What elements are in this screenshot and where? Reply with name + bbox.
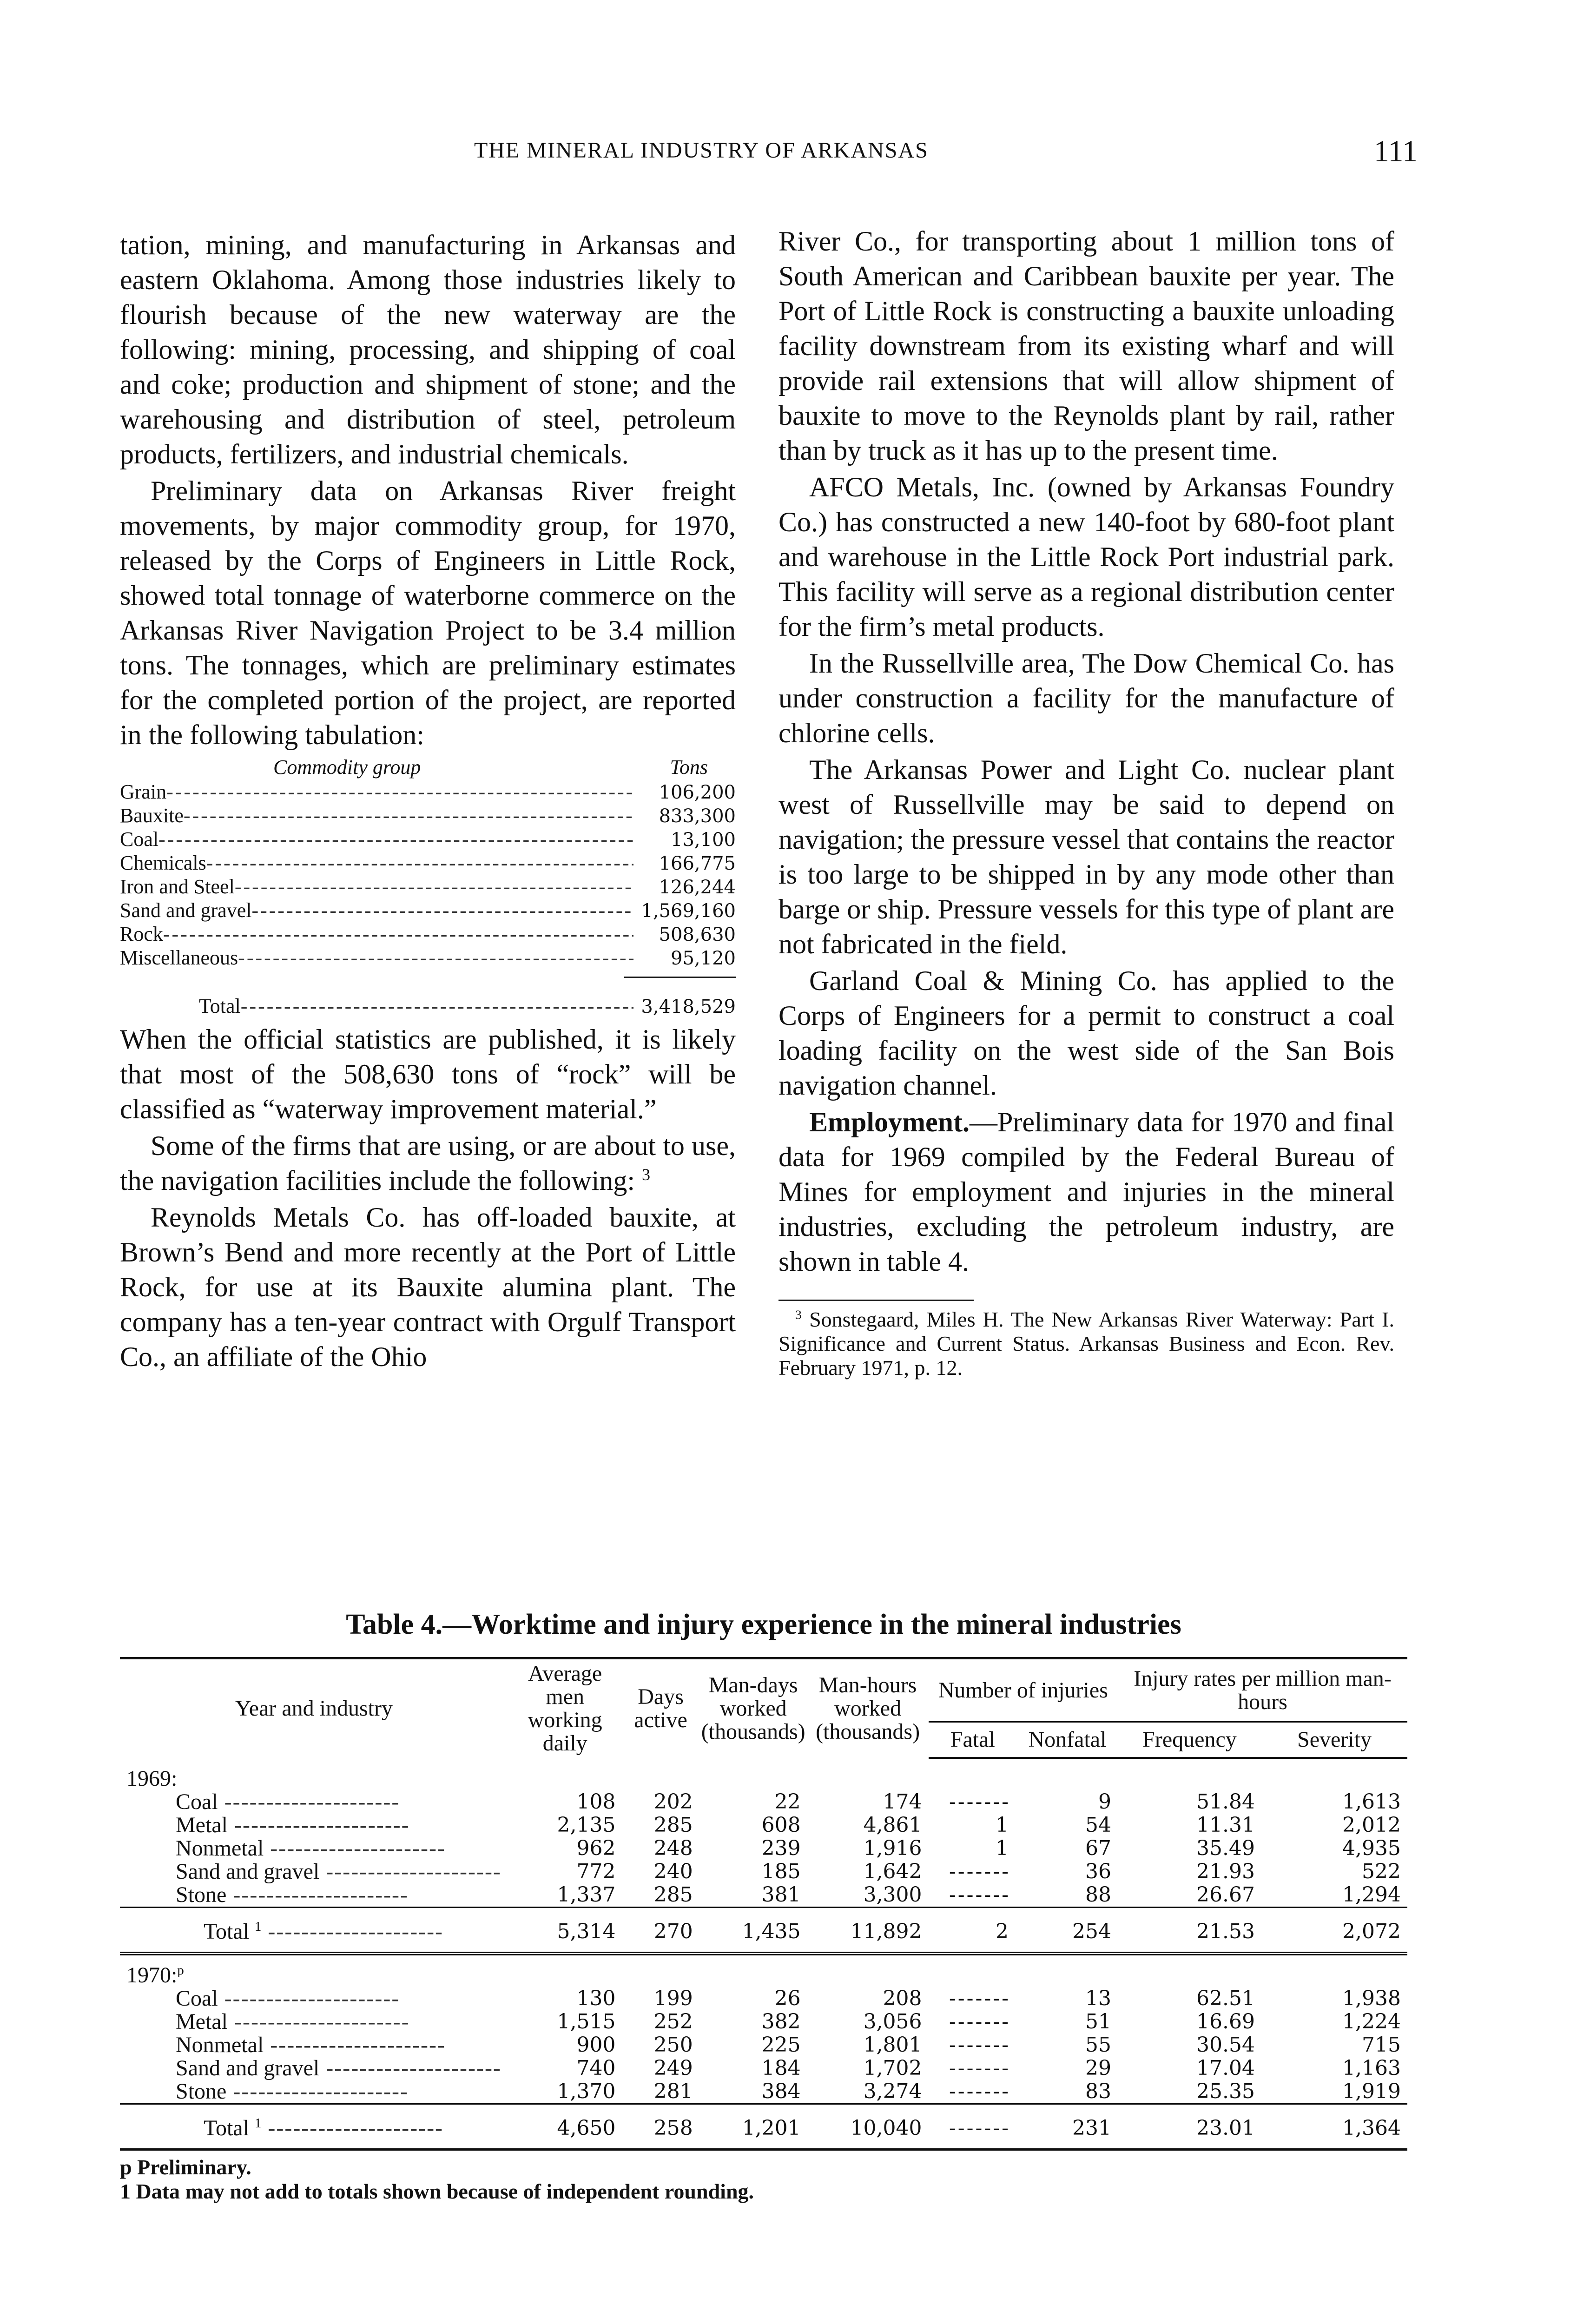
industry-text: Stone [176, 2079, 227, 2104]
cell-manhours: 1,702 [863, 2056, 922, 2080]
paragraph: In the Russellville area, The Dow Chemical Co. has under construction a facility for the manufacture of chlorine cells. [779, 648, 1394, 748]
cell-fatal: ------- [949, 2010, 1010, 2034]
table-row [120, 1837, 1407, 1860]
cell-fatal: ------- [949, 2033, 1010, 2057]
tabulation-row [120, 780, 736, 804]
cell-mandays: 26 [774, 1987, 801, 2010]
col-fatal: Fatal [929, 1722, 1017, 1758]
cell-mandays: 381 [761, 1883, 801, 1907]
table-body [120, 1758, 1407, 2150]
leader-dots [251, 899, 633, 922]
cell-days: 202 [653, 1790, 693, 1814]
industry-label [120, 1987, 508, 2010]
leader-dots [238, 946, 633, 970]
cell-men: 740 [576, 2056, 616, 2080]
footnote [779, 1307, 1394, 1380]
leader-dots [319, 2056, 501, 2080]
industry-label [120, 1790, 508, 1814]
industry-text: Coal [176, 1789, 218, 1814]
footnote-ref: 1 [254, 2116, 262, 2131]
cell-sev: 1,163 [1342, 2056, 1401, 2080]
leader-dots [228, 2009, 410, 2034]
table-title: Table 4.—Worktime and injury experience in the mineral industries [346, 1609, 1181, 1640]
leader-dots [218, 1986, 400, 2011]
cell-freq: 21.53 [1118, 1908, 1261, 1954]
leader-dots [264, 2033, 446, 2057]
cell-manhours: 1,801 [863, 2033, 922, 2057]
cell-mandays: 382 [761, 2010, 801, 2034]
footnote-rule [779, 1300, 974, 1301]
cell-freq: 51.84 [1196, 1790, 1255, 1814]
paragraph: Preliminary data on Arkansas River freight movements, by major commodity group, for 1970, released by the Corps of Engineers in Little Rock, showed total tonnage of waterborne commerce on the Arkansas River Navigation Project to be 3.4 million tons. The tonnages, which are preliminary estimates for the completed portion of the project, are reported in the following tabulation: [120, 475, 736, 750]
paragraph: Garland Coal & Mining Co. has applied to the Corps of Engineers for a permit to construct a coal loading facility on the west side of the San Bois navigation channel. [779, 965, 1394, 1101]
cell-mandays: 1,435 [699, 1908, 807, 1954]
commodity-name: Bauxite [120, 804, 184, 827]
industry-text: Nonmetal [176, 2033, 264, 2057]
total-label [120, 1908, 508, 1954]
cell-manhours: 1,916 [863, 1836, 922, 1860]
cell-days: 258 [622, 2104, 699, 2150]
cell-manhours: 10,040 [807, 2104, 929, 2150]
commodity-tons: 106,200 [659, 782, 736, 803]
cell-manhours: 3,056 [863, 2010, 922, 2034]
cell-mandays: 184 [761, 2056, 801, 2080]
total-row [120, 2104, 1407, 2150]
col-man-hours: Man-hours worked (thousands) [807, 1658, 929, 1758]
running-title: THE MINERAL INDUSTRY OF ARKANSAS [474, 138, 929, 163]
cell-nonfatal: 83 [1085, 2080, 1111, 2103]
tabulation-total [120, 995, 736, 1018]
page-number: 111 [1373, 134, 1418, 168]
commodity-tons: 13,100 [671, 829, 736, 851]
cell-freq: 26.67 [1196, 1883, 1255, 1907]
cell-nonfatal: 36 [1085, 1860, 1111, 1883]
right-column [779, 224, 1394, 1382]
industry-label [120, 2080, 508, 2104]
col-frequency: Frequency [1118, 1722, 1261, 1758]
worktime-injury-table [120, 1657, 1407, 2151]
cell-men: 772 [576, 1860, 616, 1883]
cell-sev: 1,294 [1342, 1883, 1401, 1907]
cell-men: 4,650 [508, 2104, 622, 2150]
commodity-name: Chemicals [120, 852, 206, 874]
total-label: Total [199, 995, 241, 1017]
cell-sev: 1,938 [1342, 1987, 1401, 2010]
leader-dots [226, 1882, 409, 1907]
leader-dots [228, 1813, 410, 1837]
total-value: 3,418,529 [641, 996, 736, 1017]
paragraph: River Co., for transporting about 1 million tons of South American and Caribbean bauxite per year. The Port of Little Rock is constructing a bauxite unloading facility downstream from its existing wharf and will provide rail extensions that will allow shipment of bauxite to move to the Reynolds plant by rail, rather than by truck as it has up to the present time. [779, 226, 1394, 466]
paragraph: When the official statistics are published, it is likely that most of the 508,630 tons of “rock” will be classified as “waterway improvement material.” [120, 1024, 736, 1124]
cell-sev: 1,224 [1342, 2010, 1401, 2034]
cell-sev: 2,072 [1261, 1908, 1407, 1954]
cell-manhours: 4,861 [863, 1813, 922, 1837]
cell-days: 281 [653, 2080, 693, 2103]
industry-label [120, 1814, 508, 1837]
year-text: 1969: [126, 1766, 178, 1791]
table-row [120, 2080, 1407, 2104]
cell-nonfatal: 51 [1085, 2010, 1111, 2034]
col-commodity-group: Commodity group [273, 756, 421, 779]
cell-freq: 25.35 [1196, 2080, 1255, 2103]
commodity-name: Iron and Steel [120, 875, 235, 898]
cell-men: 108 [576, 1790, 616, 1814]
tabulation-row [120, 899, 736, 923]
col-number-of-injuries: Number of injuries [929, 1658, 1118, 1722]
cell-days: 249 [653, 2056, 693, 2080]
leader-dots [206, 852, 633, 875]
commodity-tons: 833,300 [659, 805, 736, 827]
cell-men: 2,135 [557, 1813, 616, 1837]
paragraph: tation, mining, and manufacturing in Arkansas and eastern Oklahoma. Among those industries likely to flourish because of the new waterway are the following: mining, processing, and shipping of coal and coke; production and shipment of stone; and the warehousing and distribution of steel, petroleum products, fertilizers, and industrial chemicals. [120, 230, 736, 469]
total-rule [624, 977, 736, 978]
footnote-mark: 3 [795, 1307, 802, 1322]
leader-dots [163, 923, 633, 946]
industry-label [120, 1860, 508, 1883]
leader-dots [166, 780, 633, 804]
page-header [474, 134, 1418, 171]
cell-sev: 2,012 [1342, 1813, 1401, 1837]
cell-fatal: 2 [929, 1908, 1017, 1954]
cell-days: 252 [653, 2010, 693, 2034]
leader-dots [264, 1836, 446, 1861]
table-row [120, 1860, 1407, 1883]
tabulation-row [120, 804, 736, 828]
cell-days: 248 [653, 1836, 693, 1860]
table-row [120, 1790, 1407, 1814]
commodity-tons: 95,120 [671, 948, 736, 969]
tabulation-total-row [199, 995, 736, 1018]
preliminary-mark: p [177, 1963, 184, 1978]
leader-dots [218, 1789, 400, 1814]
commodity-tons: 508,630 [659, 924, 736, 945]
total-text: Total [204, 1919, 249, 1944]
col-tons: Tons [670, 756, 708, 779]
year-row [120, 1954, 1407, 1987]
industry-text: Sand and gravel [176, 1859, 320, 1884]
table-row [120, 2010, 1407, 2034]
cell-freq: 35.49 [1196, 1836, 1255, 1860]
cell-nonfatal: 88 [1085, 1883, 1111, 1907]
leader-dots [241, 995, 633, 1018]
col-average-men: Average men working daily [508, 1658, 622, 1758]
tabulation-rows [120, 780, 736, 970]
cell-manhours: 3,274 [863, 2080, 922, 2103]
cell-fatal: ------- [949, 1883, 1010, 1907]
tabulation-row [120, 875, 736, 899]
industry-text: Metal [176, 2009, 228, 2034]
footnote-text: Sonstegaard, Miles H. The New Arkansas River Waterway: Part I. Significance and Current Status. Arkansas Business and Econ. Rev. February 1971, p. 12. [779, 1307, 1394, 1380]
paragraph-text: —Preliminary data for 1970 and final data for 1969 compiled by the Federal Bureau of Mines for employment and injuries in the mineral industries, excluding the petroleum industry, are shown in table 4. [779, 1107, 1394, 1277]
industry-text: Nonmetal [176, 1836, 264, 1861]
paragraph: The Arkansas Power and Light Co. nuclear plant west of Russellville may be said to depend on navigation; the pressure vessel that contains the reactor is too large to be shipped in by any mode other than barge or ship. Pressure vessels for this type of plant are not fabricated in the field. [779, 754, 1394, 959]
leader-dots [319, 1859, 501, 1884]
commodity-name: Rock [120, 923, 163, 945]
cell-sev: 522 [1362, 1860, 1401, 1883]
col-severity: Severity [1261, 1722, 1407, 1758]
cell-mandays: 239 [761, 1836, 801, 1860]
cell-days: 199 [653, 1987, 693, 2010]
year-label [120, 1758, 1407, 1790]
year-text: 1970: [126, 1963, 178, 1987]
tabulation-row [120, 923, 736, 946]
cell-freq: 23.01 [1118, 2104, 1261, 2150]
total-text: Total [204, 2116, 249, 2140]
cell-mandays: 384 [761, 2080, 801, 2103]
paragraph: Reynolds Metals Co. has off-loaded bauxite, at Brown’s Bend and more recently at the Port of Little Rock, for use at its Bauxite alumina plant. The company has a ten-year contract with Orgulf Transport Co., an affiliate of the Ohio [120, 1202, 736, 1372]
cell-manhours: 208 [883, 1987, 922, 2010]
cell-fatal: ------- [949, 1860, 1010, 1883]
total-row [120, 1908, 1407, 1954]
cell-men: 1,337 [557, 1883, 616, 1907]
cell-fatal: ------- [949, 1987, 1010, 2010]
cell-nonfatal: 254 [1017, 1908, 1118, 1954]
cell-days: 285 [653, 1883, 693, 1907]
cell-men: 962 [576, 1836, 616, 1860]
cell-sev: 1,364 [1261, 2104, 1407, 2150]
cell-nonfatal: 231 [1017, 2104, 1118, 2150]
leader-dots [158, 828, 633, 851]
cell-men: 900 [576, 2033, 616, 2057]
table-row [120, 1987, 1407, 2010]
note-rounding: 1 Data may not add to totals shown because of independent rounding. [120, 2179, 754, 2203]
cell-nonfatal: 67 [1085, 1836, 1111, 1860]
left-column [120, 228, 736, 1376]
cell-freq: 16.69 [1196, 2010, 1255, 2034]
cell-manhours: 3,300 [863, 1883, 922, 1907]
footnote-ref: 3 [642, 1165, 651, 1184]
cell-sev: 715 [1362, 2033, 1401, 2057]
cell-sev: 4,935 [1342, 1836, 1401, 1860]
industry-label [120, 1883, 508, 1908]
commodity-tabulation [120, 754, 736, 1018]
industry-text: Stone [176, 1882, 227, 1907]
cell-days: 240 [653, 1860, 693, 1883]
commodity-name: Sand and gravel [120, 899, 252, 922]
cell-mandays: 22 [774, 1790, 801, 1814]
paragraph-text: Some of the firms that are using, or are about to use, the navigation facilities include the following: [120, 1130, 736, 1196]
cell-nonfatal: 29 [1085, 2056, 1111, 2080]
cell-sev: 1,919 [1342, 2080, 1401, 2103]
section-heading: Employment. [809, 1107, 970, 1137]
year-label [120, 1954, 1407, 1987]
industry-text: Metal [176, 1813, 228, 1837]
industry-label [120, 2010, 508, 2034]
commodity-name: Coal [120, 828, 159, 851]
cell-manhours: 174 [883, 1790, 922, 1814]
year-row [120, 1758, 1407, 1790]
cell-fatal: ------- [949, 2056, 1010, 2080]
tabulation-row [120, 946, 736, 970]
cell-freq: 30.54 [1196, 2033, 1255, 2057]
cell-freq: 17.04 [1196, 2056, 1255, 2080]
cell-nonfatal: 13 [1085, 1987, 1111, 2010]
industry-text: Coal [176, 1986, 218, 2011]
industry-label [120, 2034, 508, 2057]
cell-fatal: ------- [949, 2080, 1010, 2103]
commodity-tons: 1,569,160 [641, 900, 736, 922]
cell-fatal: 1 [995, 1813, 1010, 1837]
cell-sev: 1,613 [1342, 1790, 1401, 1814]
note-preliminary: p Preliminary. [120, 2155, 251, 2179]
cell-freq: 11.31 [1196, 1813, 1255, 1837]
leader-dots [261, 1919, 443, 1944]
cell-days: 285 [653, 1813, 693, 1837]
cell-fatal: 1 [995, 1836, 1010, 1860]
leader-dots [226, 2079, 409, 2104]
total-label [120, 2104, 508, 2150]
cell-nonfatal: 55 [1085, 2033, 1111, 2057]
footnote-ref: 1 [254, 1919, 262, 1934]
cell-men: 1,515 [557, 2010, 616, 2034]
cell-manhours: 1,642 [863, 1860, 922, 1883]
table-row [120, 1883, 1407, 1908]
cell-mandays: 225 [761, 2033, 801, 2057]
cell-fatal: ------- [949, 1790, 1010, 1814]
cell-mandays: 1,201 [699, 2104, 807, 2150]
cell-mandays: 608 [761, 1813, 801, 1837]
cell-manhours: 11,892 [807, 1908, 929, 1954]
col-days-active: Days active [622, 1658, 699, 1758]
commodity-tons: 126,244 [659, 877, 736, 898]
paragraph: AFCO Metals, Inc. (owned by Arkansas Foundry Co.) has constructed a new 140-foot by 680-foot plant and warehouse in the Little Rock Port industrial park. This facility will serve as a regional distribution center for the firm’s metal products. [779, 472, 1394, 642]
tabulation-row [120, 828, 736, 852]
cell-men: 5,314 [508, 1908, 622, 1954]
cell-freq: 62.51 [1196, 1987, 1255, 2010]
industry-text: Sand and gravel [176, 2056, 320, 2080]
table-row [120, 2057, 1407, 2080]
table-4 [120, 1657, 1407, 2204]
cell-men: 1,370 [557, 2080, 616, 2103]
leader-dots [184, 804, 633, 827]
commodity-name: Grain [120, 780, 167, 803]
table-notes [120, 2155, 1407, 2204]
col-injury-rates: Injury rates per million man-hours [1118, 1658, 1407, 1722]
paragraph [120, 1129, 736, 1198]
industry-label [120, 1837, 508, 1860]
leader-dots [235, 875, 633, 898]
table-row [120, 1814, 1407, 1837]
header-row [120, 1658, 1407, 1722]
commodity-tons: 166,775 [659, 853, 736, 874]
cell-days: 270 [622, 1908, 699, 1954]
cell-days: 250 [653, 2033, 693, 2057]
commodity-name: Miscellaneous [120, 946, 238, 969]
cell-nonfatal: 9 [1098, 1790, 1111, 1814]
industry-label [120, 2057, 508, 2080]
tabulation-row [120, 852, 736, 875]
leader-dots [261, 2116, 443, 2140]
cell-men: 130 [576, 1987, 616, 2010]
col-nonfatal: Nonfatal [1017, 1722, 1118, 1758]
paragraph [779, 1105, 1394, 1279]
tabulation-header [120, 754, 736, 780]
cell-fatal: ------- [929, 2104, 1017, 2150]
cell-freq: 21.93 [1196, 1860, 1255, 1883]
col-man-days: Man-days worked (thousands) [699, 1658, 807, 1758]
cell-nonfatal: 54 [1085, 1813, 1111, 1837]
cell-mandays: 185 [761, 1860, 801, 1883]
table-row [120, 2034, 1407, 2057]
col-year-industry: Year and industry [120, 1658, 508, 1758]
